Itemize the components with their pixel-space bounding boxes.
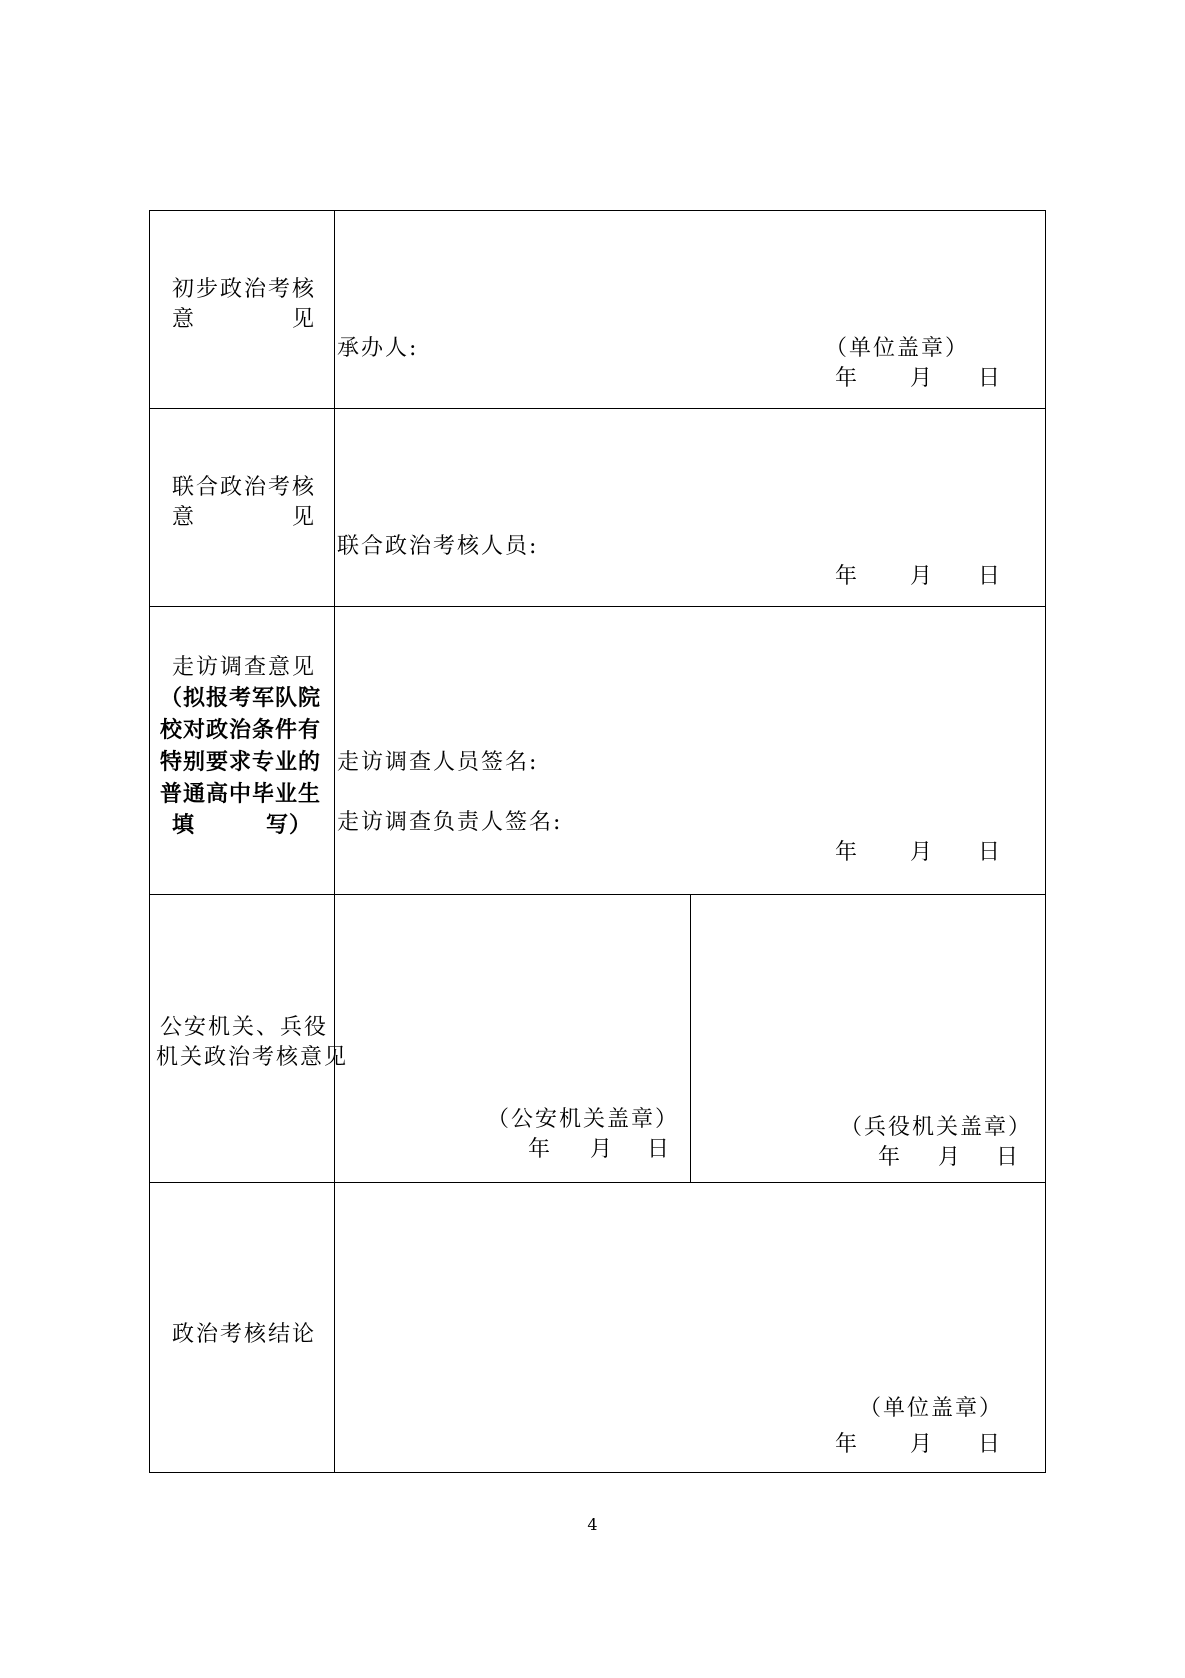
row-joint-review	[150, 408, 1045, 606]
row-label: 公安机关、兵役	[160, 1015, 329, 1040]
row-conclusion	[150, 1182, 1045, 1472]
row-label: 见	[292, 505, 317, 530]
content-cell[interactable]	[335, 211, 1045, 408]
label-cell	[150, 211, 335, 408]
content-cell[interactable]	[335, 1183, 1045, 1472]
row-label-note: （拟报考军队院	[160, 686, 322, 711]
date-month: 月	[910, 366, 935, 391]
seal-label: （单位盖章）	[825, 336, 970, 361]
date-day: 日	[996, 1145, 1021, 1170]
column-divider	[690, 895, 691, 1182]
signer-label: 走访调查人员签名:	[337, 750, 539, 775]
row-label-note: 填	[172, 813, 196, 838]
row-label: 走访调查意见	[172, 655, 317, 680]
date-month: 月	[910, 564, 935, 589]
signer-label: 走访调查负责人签名:	[337, 810, 563, 835]
page-number: 4	[587, 1515, 598, 1534]
date-day: 日	[978, 840, 1003, 865]
date-day: 日	[647, 1137, 672, 1162]
row-label: 机关政治考核意见	[156, 1045, 349, 1070]
date-year: 年	[835, 1432, 860, 1457]
row-visit-investigation	[150, 606, 1045, 894]
row-label: 意	[172, 505, 197, 530]
date-month: 月	[938, 1145, 963, 1170]
date-day: 日	[978, 366, 1003, 391]
row-label-note: 普通高中毕业生	[160, 782, 322, 807]
label-cell	[150, 895, 349, 1182]
date-year: 年	[835, 366, 860, 391]
label-cell	[150, 607, 335, 894]
content-cell	[335, 895, 1045, 1182]
row-label: 政治考核结论	[172, 1322, 317, 1347]
row-initial-review	[150, 211, 1045, 408]
row-label-note: 特别要求专业的	[160, 750, 322, 775]
row-label-note: 校对政治条件有	[160, 718, 322, 743]
row-label: 意	[172, 307, 197, 332]
date-year: 年	[878, 1145, 903, 1170]
seal-label: （单位盖章）	[859, 1396, 1004, 1421]
date-month: 月	[910, 1432, 935, 1457]
label-cell	[150, 1183, 335, 1472]
handler-label: 联合政治考核人员:	[337, 534, 539, 559]
date-year: 年	[835, 564, 860, 589]
date-year: 年	[528, 1137, 553, 1162]
row-label: 见	[292, 307, 317, 332]
date-month: 月	[910, 840, 935, 865]
row-label-note: 写）	[266, 813, 313, 838]
row-police-military-review	[150, 894, 1045, 1182]
military-seal-label[interactable]: （兵役机关盖章）	[840, 1115, 1033, 1140]
content-cell[interactable]	[335, 409, 1045, 606]
handler-label: 承办人:	[337, 336, 419, 361]
content-cell[interactable]	[335, 607, 1045, 894]
date-day: 日	[978, 564, 1003, 589]
political-review-form	[149, 210, 1046, 1473]
label-cell	[150, 409, 335, 606]
date-day: 日	[978, 1432, 1003, 1457]
row-label: 初步政治考核	[172, 277, 317, 302]
police-seal-label[interactable]: （公安机关盖章）	[487, 1107, 680, 1132]
date-year: 年	[835, 840, 860, 865]
date-month: 月	[590, 1137, 615, 1162]
row-label: 联合政治考核	[172, 475, 317, 500]
